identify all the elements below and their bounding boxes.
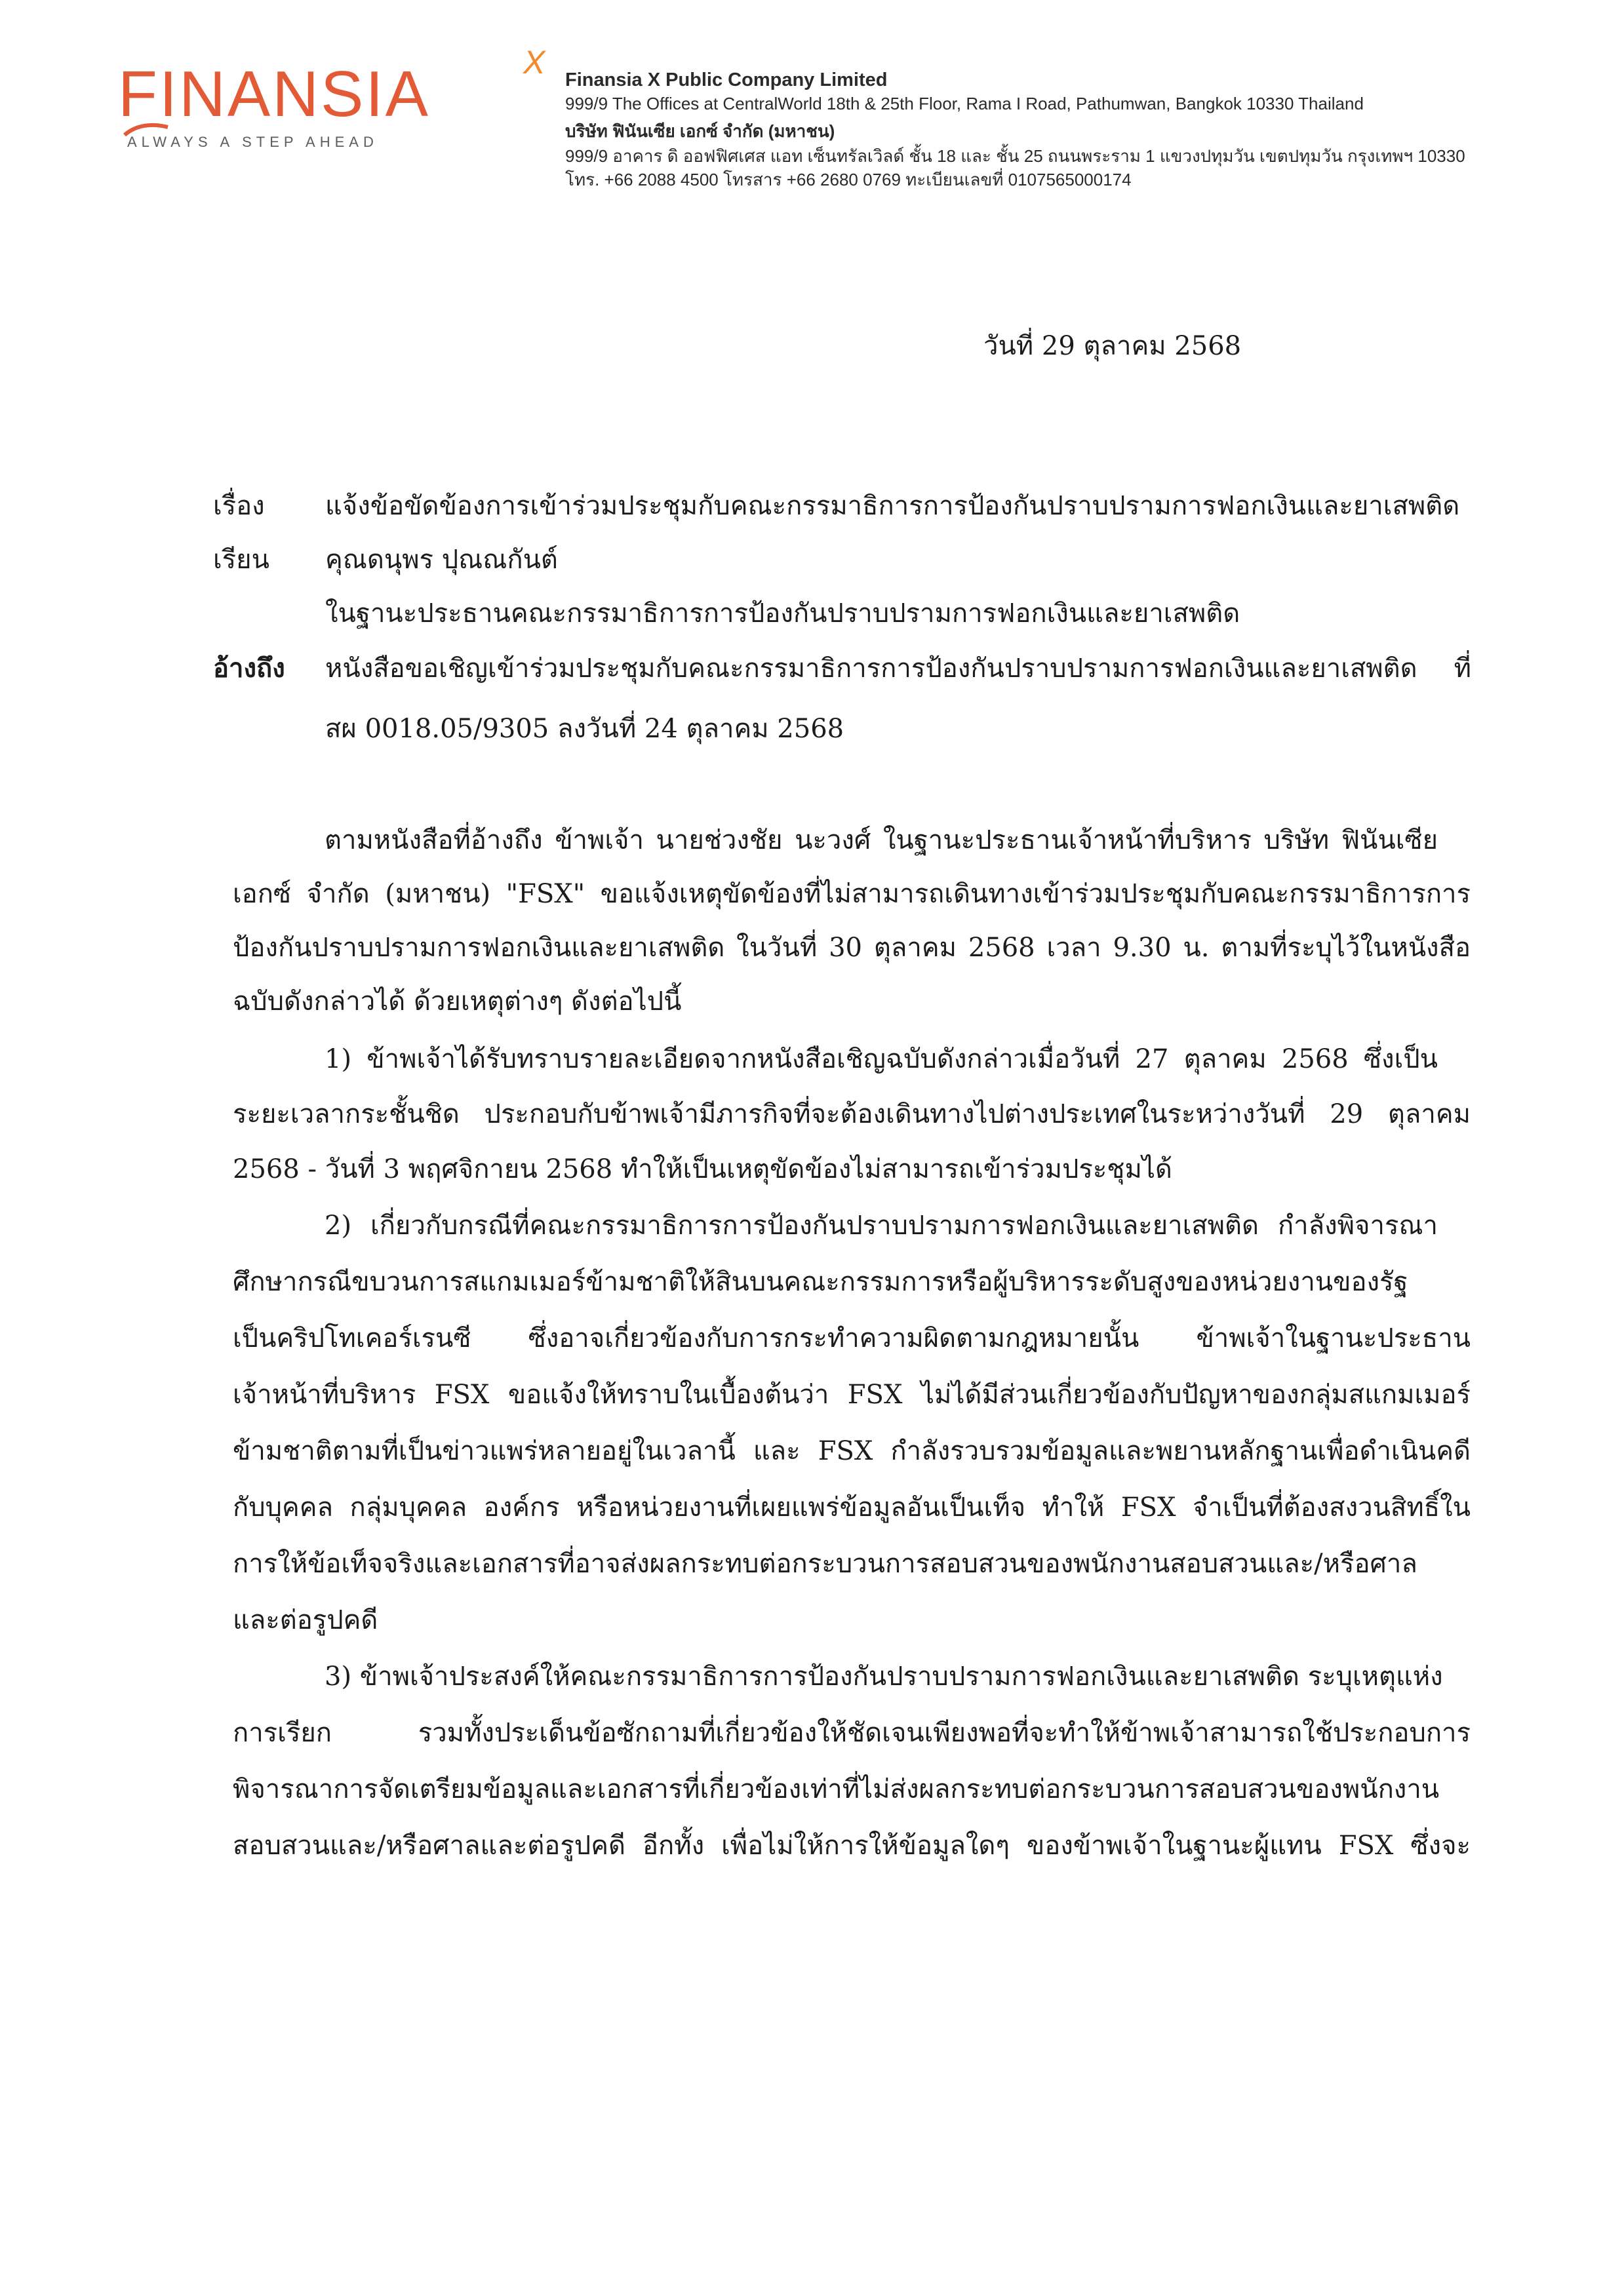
body-line: การเรียก รวมทั้งประเด็นข้อซักถามที่เกี่ยวข้องให้ชัดเจนเพียงพอที่จะทำให้ข้าพเจ้าสามารถใช้ประกอบการ xyxy=(233,1718,1471,1748)
body-line: 2) เกี่ยวกับกรณีที่คณะกรรมาธิการการป้องกันปราบปรามการฟอกเงินและยาเสพติด กำลังพิจารณา xyxy=(325,1211,1438,1241)
letter-date: วันที่ 29 ตุลาคม 2568 xyxy=(983,331,1242,361)
company-address-th: 999/9 อาคาร ดิ ออฟฟิศเศส แอท เซ็นทรัลเวิลด์ ชั้น 18 และ ชั้น 25 ถนนพระราม 1 แขวงปทุมวัน เขตปทุมวัน กรุงเทพฯ 10330 xyxy=(565,146,1465,166)
company-contact-th: โทร. +66 2088 4500 โทรสาร +66 2680 0769 ทะเบียนเลขที่ 0107565000174 xyxy=(565,170,1132,189)
company-info xyxy=(565,68,1483,191)
to-position: ในฐานะประธานคณะกรรมาธิการการป้องกันปราบปรามการฟอกเงินและยาเสพติด xyxy=(325,598,1240,629)
subject-label: เรื่อง xyxy=(213,491,265,521)
body-line: ระยะเวลากระชั้นชิด ประกอบกับข้าพเจ้ามีภารกิจที่จะต้องเดินทางไปต่างประเทศในระหว่างวันที่ 29 ตุลาคม xyxy=(233,1099,1471,1129)
body-line: เป็นคริปโทเคอร์เรนซี ซึ่งอาจเกี่ยวข้องกับการกระทำความผิดตามกฎหมายนั้น ข้าพเจ้าในฐานะประธาน xyxy=(233,1323,1471,1353)
body-line: พิจารณาการจัดเตรียมข้อมูลและเอกสารที่เกี่ยวข้องเท่าที่ไม่ส่งผลกระทบต่อกระบวนการสอบสวนของพนักงาน xyxy=(233,1774,1440,1804)
body-line: เจ้าหน้าที่บริหาร FSX ขอแจ้งให้ทราบในเบื้องต้นว่า FSX ไม่ได้มีส่วนเกี่ยวข้องกับปัญหาของกลุ่มสแกมเมอร์ xyxy=(233,1380,1471,1410)
body-line: ศึกษากรณีขบวนการสแกมเมอร์ข้ามชาติให้สินบนคณะกรรมการหรือผู้บริหารระดับสูงของหน่วยงานของรัฐ xyxy=(233,1267,1408,1297)
body-line: 1) ข้าพเจ้าได้รับทราบรายละเอียดจากหนังสือเชิญฉบับดังกล่าวเมื่อวันที่ 27 ตุลาคม 2568 ซึ่งเป็น xyxy=(325,1044,1438,1074)
reference-line-2: สผ 0018.05/9305 ลงวันที่ 24 ตุลาคม 2568 xyxy=(325,714,844,744)
to-name: คุณดนุพร ปุณณกันต์ xyxy=(325,545,558,575)
body-line: ข้ามชาติตามที่เป็นข่าวแพร่หลายอยู่ในเวลานี้ และ FSX กำลังรวบรวมข้อมูลและพยานหลักฐานเพื่อดำเนินคดี xyxy=(233,1436,1471,1466)
body-line: กับบุคคล กลุ่มบุคคล องค์กร หรือหน่วยงานที่เผยแพร่ข้อมูลอันเป็นเท็จ ทำให้ FSX จำเป็นที่ต้องสงวนสิทธิ์ใน xyxy=(233,1492,1471,1523)
body-line: เอกซ์ จำกัด (มหาชน) "FSX" ขอแจ้งเหตุขัดข้องที่ไม่สามารถเดินทางเข้าร่วมประชุมกับคณะกรรมาธิการการ xyxy=(233,879,1471,909)
reference-label: อ้างถึง xyxy=(213,653,285,684)
logo-x-mark: X xyxy=(523,44,545,81)
logo-tagline: ALWAYS A STEP AHEAD xyxy=(127,134,378,150)
company-name-th: บริษัท ฟินันเซีย เอกซ์ จำกัด (มหาชน) xyxy=(565,121,835,141)
company-logo xyxy=(118,44,545,156)
company-address-en: 999/9 The Offices at CentralWorld 18th & 25th Floor, Rama I Road, Pathumwan, Bangkok 10330 Thailand xyxy=(565,94,1364,113)
body-line: ตามหนังสือที่อ้างถึง ข้าพเจ้า นายช่วงชัย นะวงศ์ ในฐานะประธานเจ้าหน้าที่บริหาร บริษัท ฟินันเซีย xyxy=(325,825,1438,855)
body-line: 2568 - วันที่ 3 พฤศจิกายน 2568 ทำให้เป็นเหตุขัดข้องไม่สามารถเข้าร่วมประชุมได้ xyxy=(233,1154,1172,1184)
body-line: และต่อรูปคดี xyxy=(233,1605,378,1635)
body-line: ป้องกันปราบปรามการฟอกเงินและยาเสพติด ในวันที่ 30 ตุลาคม 2568 เวลา 9.30 น. ตามที่ระบุไว้ในหนังสือ xyxy=(233,933,1471,963)
to-label: เรียน xyxy=(213,545,269,575)
subject-text: แจ้งข้อขัดข้องการเข้าร่วมประชุมกับคณะกรรมาธิการการป้องกันปราบปรามการฟอกเงินและยาเสพติด xyxy=(325,491,1460,521)
company-name-en: Finansia X Public Company Limited xyxy=(565,69,888,90)
reference-line-1: หนังสือขอเชิญเข้าร่วมประชุมกับคณะกรรมาธิการการป้องกันปราบปรามการฟอกเงินและยาเสพติด ที่ xyxy=(325,653,1471,684)
body-line: 3) ข้าพเจ้าประสงค์ให้คณะกรรมาธิการการป้องกันปราบปรามการฟอกเงินและยาเสพติด ระบุเหตุแห่ง xyxy=(325,1662,1443,1692)
body-line: สอบสวนและ/หรือศาลและต่อรูปคดี อีกทั้ง เพื่อไม่ให้การให้ข้อมูลใดๆ ของข้าพเจ้าในฐานะผู้แทน FSX ซึ่งจะ xyxy=(233,1831,1471,1861)
logo-wordmark: FINANSIA xyxy=(118,58,430,130)
body-line: การให้ข้อเท็จจริงและเอกสารที่อาจส่งผลกระทบต่อกระบวนการสอบสวนของพนักงานสอบสวนและ/หรือศาล xyxy=(233,1549,1417,1579)
body-line: ฉบับดังกล่าวได้ ด้วยเหตุต่างๆ ดังต่อไปนี้ xyxy=(233,986,682,1017)
